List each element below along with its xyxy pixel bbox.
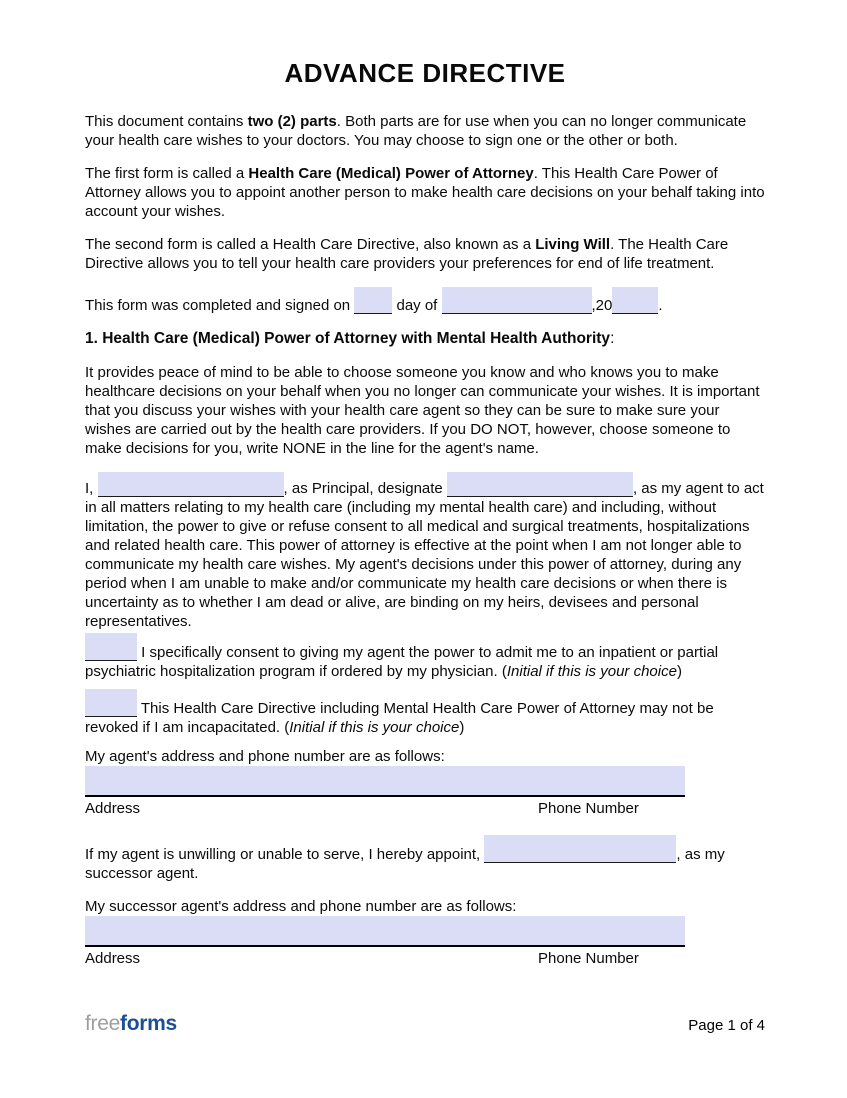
successor-text-1: If my agent is unwilling or unable to serve, I hereby appoint, bbox=[85, 846, 485, 863]
intro1-pre: This document contains bbox=[85, 113, 248, 130]
freeforms-logo bbox=[85, 1012, 177, 1036]
agent-phone-label: Phone Number bbox=[538, 800, 639, 817]
signed-text-3: ,20 bbox=[591, 297, 613, 314]
principal-name-field[interactable] bbox=[98, 472, 284, 497]
designation-text-3: , as my agent to act in all matters relating to my health care (including my mental health care) and including, without limitation, the power to give or refuse consent to all medical and surgical treatments, hospitalizations and related health care. This power of attorney is effective at the point when I am not longer able to communicate my health care wishes. My agent's decisions under this power of attorney, during any period when I am unable to make and/or communicate my health care decisions or when there is uncertainty as to whether I am dead or alive, are binding on my heirs, devisees and personal representatives. bbox=[85, 480, 764, 630]
initial-consent-paragraph-1 bbox=[85, 633, 765, 681]
successor-text-2: , as my successor agent. bbox=[85, 846, 725, 882]
agent-address-phone-field[interactable] bbox=[85, 766, 685, 797]
agent-address-block bbox=[85, 766, 685, 818]
successor-appointment-paragraph bbox=[85, 835, 765, 883]
no-revoke-initial-field[interactable] bbox=[85, 689, 137, 717]
successor-address-block bbox=[85, 916, 685, 968]
logo-free-text: free bbox=[85, 1012, 120, 1035]
signed-month-field[interactable] bbox=[442, 287, 592, 314]
intro3-bold: Living Will bbox=[535, 236, 611, 253]
signed-date-line bbox=[85, 287, 765, 315]
initial1-text: I specifically consent to giving my agent the power to admit me to an inpatient or partial psychiatric hospitalization program if ordered by my physician. ( bbox=[85, 644, 719, 680]
intro-paragraph-1 bbox=[85, 112, 765, 150]
initial2-text: This Health Care Directive including Mental Health Care Power of Attorney may not be revoked if I am incapacitated. ( bbox=[85, 700, 714, 736]
intro-paragraph-3 bbox=[85, 235, 765, 273]
agent-address-label: Address bbox=[85, 800, 141, 817]
intro3-post: . The Health Care Directive allows you to tell your health care providers your preferences for end of life treatment. bbox=[85, 236, 729, 272]
intro2-bold: Health Care (Medical) Power of Attorney bbox=[248, 165, 534, 182]
intro2-pre: The first form is called a bbox=[85, 165, 249, 182]
initial-consent-paragraph-2 bbox=[85, 689, 765, 737]
intro1-post: . Both parts are for use when you can no longer communicate your health care wishes to your doctors. You may choose to sign one or the other or both. bbox=[85, 113, 747, 149]
initial1-close: ) bbox=[676, 663, 682, 680]
successor-address-phone-field[interactable] bbox=[85, 916, 685, 947]
agent-address-labels bbox=[85, 799, 685, 818]
successor-phone-label: Phone Number bbox=[538, 950, 639, 967]
initial2-italic: Initial if this is your choice bbox=[289, 719, 460, 736]
designation-text-1: I, bbox=[85, 480, 98, 497]
section-1-heading bbox=[85, 329, 765, 349]
successor-address-label: Address bbox=[85, 950, 141, 967]
intro-paragraph-2 bbox=[85, 164, 765, 221]
section-1-heading-text: 1. Health Care (Medical) Power of Attorney with Mental Health Authority bbox=[85, 330, 611, 347]
page-number: Page 1 of 4 bbox=[688, 1017, 765, 1034]
agent-name-field[interactable] bbox=[447, 472, 633, 497]
signed-text-2: day of bbox=[392, 297, 442, 314]
successor-address-labels bbox=[85, 949, 685, 968]
successor-address-intro: My successor agent's address and phone number are as follows: bbox=[85, 898, 517, 915]
designation-paragraph bbox=[85, 472, 765, 631]
intro1-bold: two (2) parts bbox=[247, 113, 337, 130]
signed-day-field[interactable] bbox=[354, 287, 392, 314]
poa-intro-paragraph: It provides peace of mind to be able to choose someone you know and who knows you to make healthcare decisions on your behalf when you no longer can communicate your wishes. It is important that you discuss your wishes with your health care agent so they can be sure to make sure your wishes are carried out by the health care providers. If you DO NOT, however, choose someone to make decisions for you, write NONE in the line for the agent's name. bbox=[85, 364, 760, 457]
intro2-post: . This Health Care Power of Attorney allows you to appoint another person to make health care decisions on your behalf taking into account your wishes. bbox=[85, 165, 765, 220]
psychiatric-consent-initial-field[interactable] bbox=[85, 633, 137, 661]
signed-year-field[interactable] bbox=[612, 287, 658, 314]
logo-forms-text: forms bbox=[120, 1012, 177, 1035]
initial1-italic: Initial if this is your choice bbox=[506, 663, 677, 680]
page-title: ADVANCE DIRECTIVE bbox=[284, 58, 566, 88]
successor-agent-name-field[interactable] bbox=[484, 835, 676, 863]
intro3-pre: The second form is called a Health Care Directive, also known as a bbox=[85, 236, 536, 253]
agent-address-intro: My agent's address and phone number are as follows: bbox=[85, 748, 445, 765]
initial2-close: ) bbox=[459, 719, 465, 736]
section-1-heading-colon: : bbox=[610, 330, 615, 347]
page-footer bbox=[85, 1012, 765, 1036]
signed-text-1: This form was completed and signed on bbox=[85, 297, 355, 314]
signed-text-4: . bbox=[658, 297, 663, 314]
designation-text-2: , as Principal, designate bbox=[283, 480, 447, 497]
